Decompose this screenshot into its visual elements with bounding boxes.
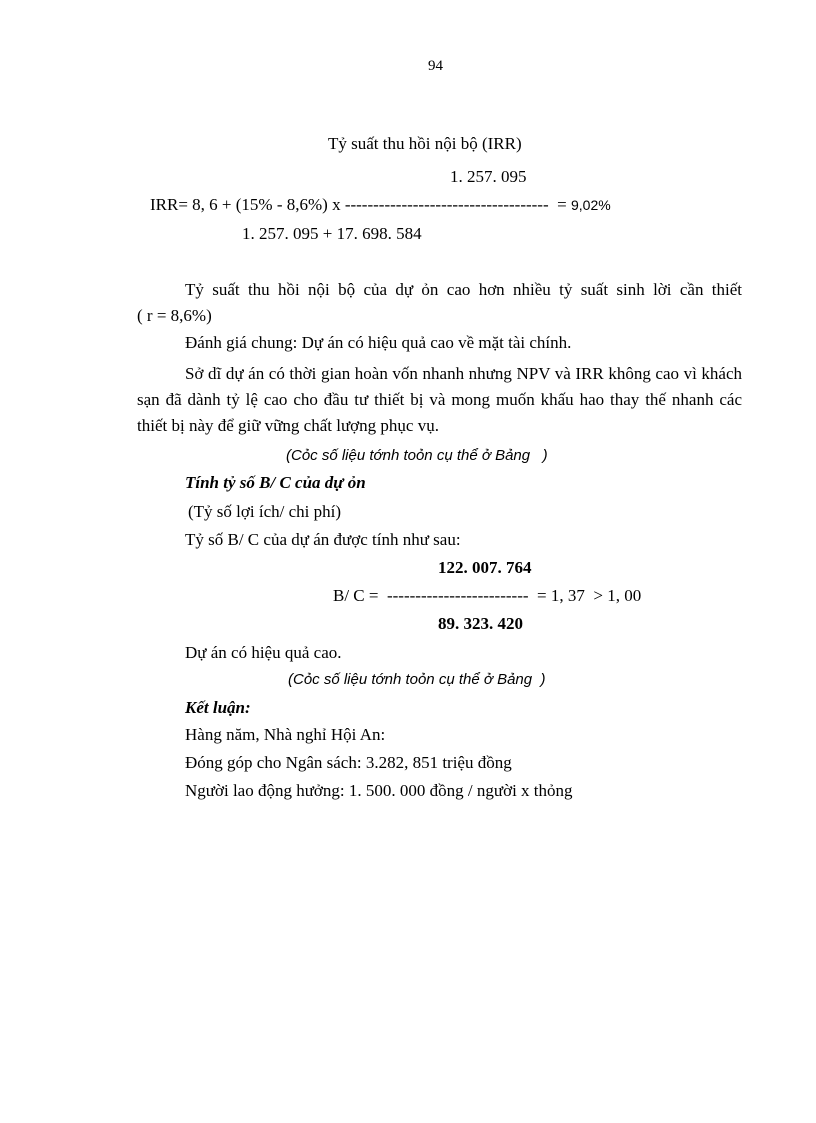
para1-line1: Tỷ suất thu hồi nội bộ của dự ỏn cao hơn nhiều tỷ suất sinh lời cần thiết [185, 280, 742, 299]
bc-numerator: 122. 007. 764 [438, 558, 532, 577]
bc-heading: Tính tỷ số B/ C của dự ỏn [185, 473, 366, 492]
irr-formula [150, 195, 611, 215]
bc-formula: B/ C = ------------------------- = 1, 37 > 1, 00 [333, 586, 642, 605]
bc-subheading: (Tỷ số lợi ích/ chi phí) [188, 502, 341, 521]
irr-result: 9,02% [570, 197, 611, 213]
irr-formula-left: IRR= 8, 6 + (15% - 8,6%) x [150, 195, 345, 214]
para2: Sở dĩ dự án có thời gian hoàn vốn nhanh nhưng NPV và IRR không cao vì khách sạn đã dành tỷ lệ cao cho đầu tư thiết bị và mong muốn khấu hao thay thế nhanh các thiết bị này để giữ vững chất lượng phục vụ. [137, 364, 742, 435]
para1-line2: ( r = 8,6%) [137, 306, 212, 325]
conclusion-line-2: Đóng góp cho Ngân sách: 3.282, 851 triệu đồng [185, 753, 512, 772]
note-1: (Cỏc số liệu tớnh toỏn cụ thể ở Bảng ) [286, 447, 548, 464]
conclusion-heading: Kết luận: [185, 698, 251, 717]
conclusion-line-3: Người lao động hưởng: 1. 500. 000 đồng / người x thỏng [185, 781, 573, 800]
note-2: (Cỏc số liệu tớnh toỏn cụ thể ở Bảng ) [288, 671, 546, 688]
irr-heading: Tỷ suất thu hồi nội bộ (IRR) [328, 134, 522, 153]
irr-numerator: 1. 257. 095 [450, 167, 527, 186]
conclusion-line-1: Hàng năm, Nhà nghỉ Hội An: [185, 725, 386, 744]
bc-denominator: 89. 323. 420 [438, 614, 523, 633]
irr-denominator: 1. 257. 095 + 17. 698. 584 [242, 224, 422, 243]
assessment: Đánh giá chung: Dự án có hiệu quả cao về mặt tài chính. [185, 333, 572, 352]
bc-intro: Tỷ số B/ C của dự án được tính như sau: [185, 530, 461, 549]
page-number: 94 [428, 58, 443, 74]
irr-equals: = [548, 195, 571, 214]
irr-fraction-line: ------------------------------------ [344, 195, 549, 214]
bc-conclusion: Dự án có hiệu quả cao. [185, 643, 342, 662]
